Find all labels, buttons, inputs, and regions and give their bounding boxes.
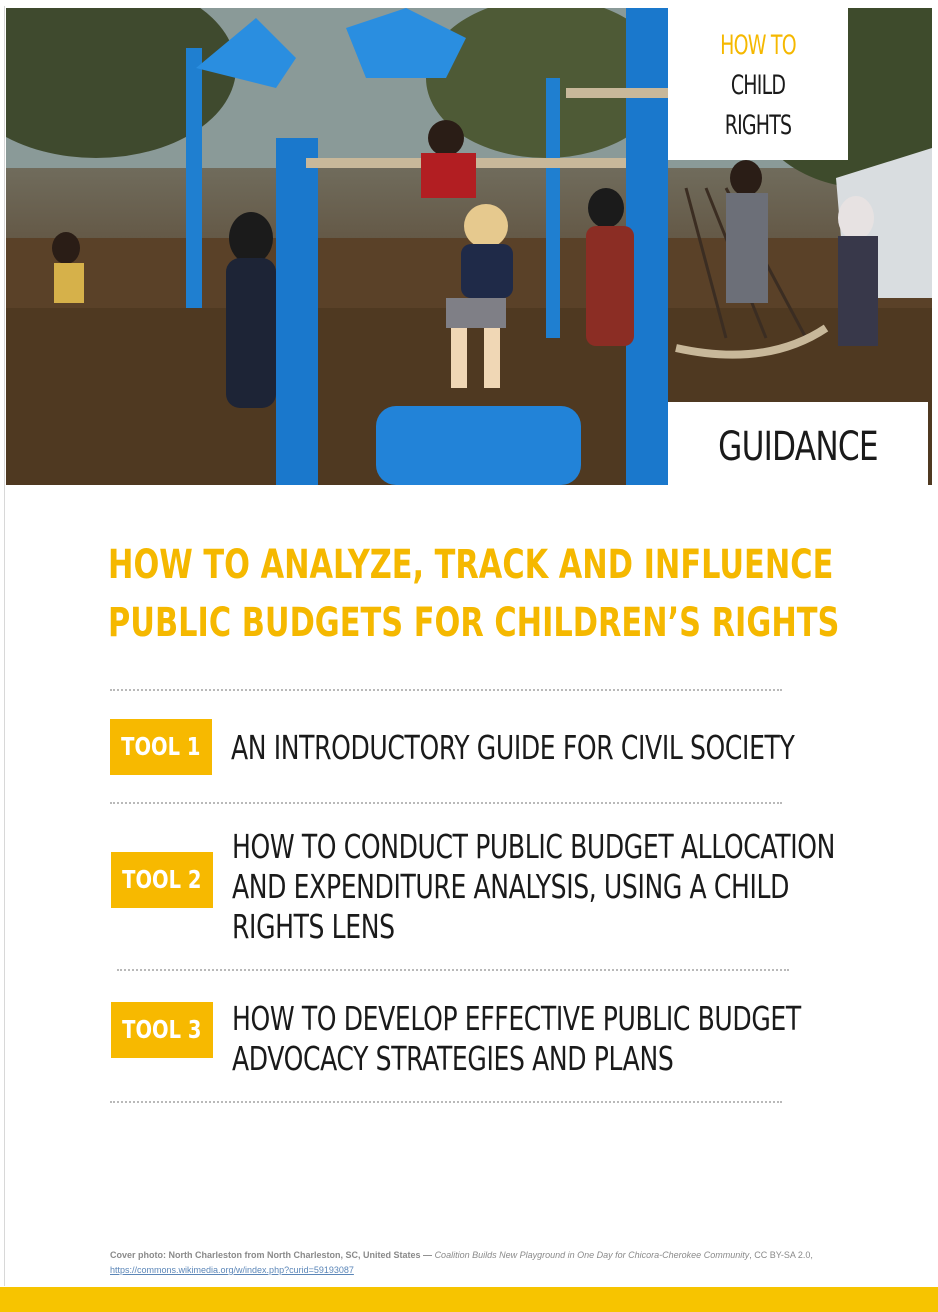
credit-label: Cover photo: xyxy=(110,1250,166,1260)
footer-accent-bar xyxy=(0,1287,938,1312)
photo-credit xyxy=(110,1248,890,1278)
tool-3-line-2: ADVOCACY STRATEGIES AND PLANS xyxy=(232,1039,674,1078)
tool-2-line-2: AND EXPENDITURE ANALYSIS, USING A CHILD xyxy=(232,867,790,906)
divider xyxy=(110,802,782,804)
tool-1-description xyxy=(231,728,794,768)
tool-3-description xyxy=(232,999,801,1079)
tool-1-line-1: AN INTRODUCTORY GUIDE FOR CIVIL SOCIETY xyxy=(231,728,795,767)
tool-3-line-1: HOW TO DEVELOP EFFECTIVE PUBLIC BUDGET xyxy=(232,999,801,1038)
divider xyxy=(110,689,782,691)
series-label-child: CHILD xyxy=(730,70,786,101)
series-label-box xyxy=(668,8,848,160)
divider xyxy=(110,1101,782,1103)
series-label-how-to: HOW TO xyxy=(720,30,796,61)
tool-2-badge-label: TOOL 2 xyxy=(122,865,202,894)
page-edge xyxy=(4,6,5,1286)
credit-license: , CC BY-SA 2.0, xyxy=(749,1250,813,1260)
divider xyxy=(117,969,789,971)
title-line-2: PUBLIC BUDGETS FOR CHILDREN’S RIGHTS xyxy=(108,600,840,646)
tool-2-badge xyxy=(111,852,213,908)
tool-1-badge xyxy=(110,719,212,775)
guidance-label-box xyxy=(668,402,928,485)
tool-3-badge-label: TOOL 3 xyxy=(122,1015,202,1044)
title-line-1: HOW TO ANALYZE, TRACK AND INFLUENCE xyxy=(108,542,834,588)
credit-work-title: Coalition Builds New Playground in One Day for Chicora-Cherokee Community xyxy=(434,1250,750,1260)
tool-1-badge-label: TOOL 1 xyxy=(121,732,201,761)
tool-2-line-3: RIGHTS LENS xyxy=(232,907,395,946)
tool-3-badge xyxy=(111,1002,213,1058)
series-label-rights: RIGHTS xyxy=(724,110,792,141)
credit-source-link[interactable]: https://commons.wikimedia.org/w/index.php?curid=59193087 xyxy=(110,1265,354,1275)
tool-2-description xyxy=(232,827,835,947)
tool-2-line-1: HOW TO CONDUCT PUBLIC BUDGET ALLOCATION xyxy=(232,827,835,866)
document-title xyxy=(108,536,840,652)
credit-source: North Charleston from North Charleston, SC, United States — xyxy=(168,1250,433,1260)
guidance-label: GUIDANCE xyxy=(718,424,878,470)
